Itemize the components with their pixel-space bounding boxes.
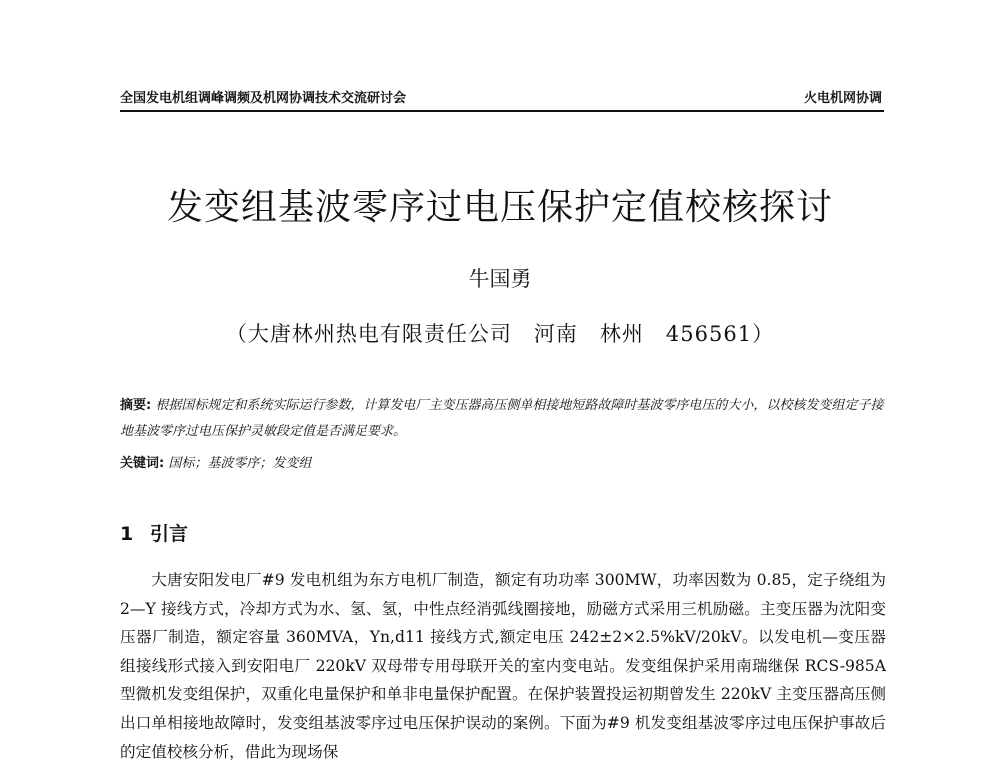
affiliation: （大唐林州热电有限责任公司 河南 林州 456561） (225, 322, 775, 346)
section-heading (120, 519, 188, 549)
section-category: 火电机网协调 (803, 91, 882, 106)
keywords-label: 关键词: (120, 456, 165, 471)
body-paragraph: 大唐安阳发电厂#9 发电机组为东方电机厂制造，额定有功功率 300MW，功率因数为 0.85，定子绕组为 2—Y 接线方式，冷却方式为水、氢、氢，中性点经消弧线圈接地，励磁方式采用三机励磁。主变压器为沈阳变压器厂制造，额定容量 360MVA，Yn,d11 接线方式,额定电压 242±2×2.5%kV/20kV。以发电机—变压器组接线形式接入到安阳电厂 220kV 双母带专用母联开关的室内变电站。发变组保护采用南瑞继保 RCS-985A 型微机发变组保护，双重化电量保护和单非电量保护配置。在保护装置投运初期曾发生 220kV 主变压器高压侧出口单相接地故障时，发变组基波零序过电压保护误动的案例。下面为#9 机发变组基波零序过电压保护事故后的定值校核分析，借此为现场保 (120, 571, 886, 760)
section-title: 引言 (150, 523, 189, 545)
abstract-text: 根据国标规定和系统实际运行参数，计算发电厂主变压器高压侧单相接地短路故障时基波零序电压的大小，以校核发变组定子接地基波零序过电压保护灵敏段定值是否满足要求。 (120, 398, 884, 439)
running-header (120, 88, 882, 110)
abstract-label: 摘要: (120, 398, 152, 413)
author: 牛国勇 (468, 267, 532, 291)
conference-name: 全国发电机组调峰调频及机网协调技术交流研讨会 (120, 91, 407, 106)
abstract (120, 393, 884, 445)
keywords-text: 国标；基波零序；发变组 (168, 456, 312, 471)
section-number: 1 (120, 523, 134, 545)
header-rule (120, 110, 884, 112)
paper-title: 发变组基波零序过电压保护定值校核探讨 (166, 187, 833, 228)
keywords (120, 451, 884, 477)
